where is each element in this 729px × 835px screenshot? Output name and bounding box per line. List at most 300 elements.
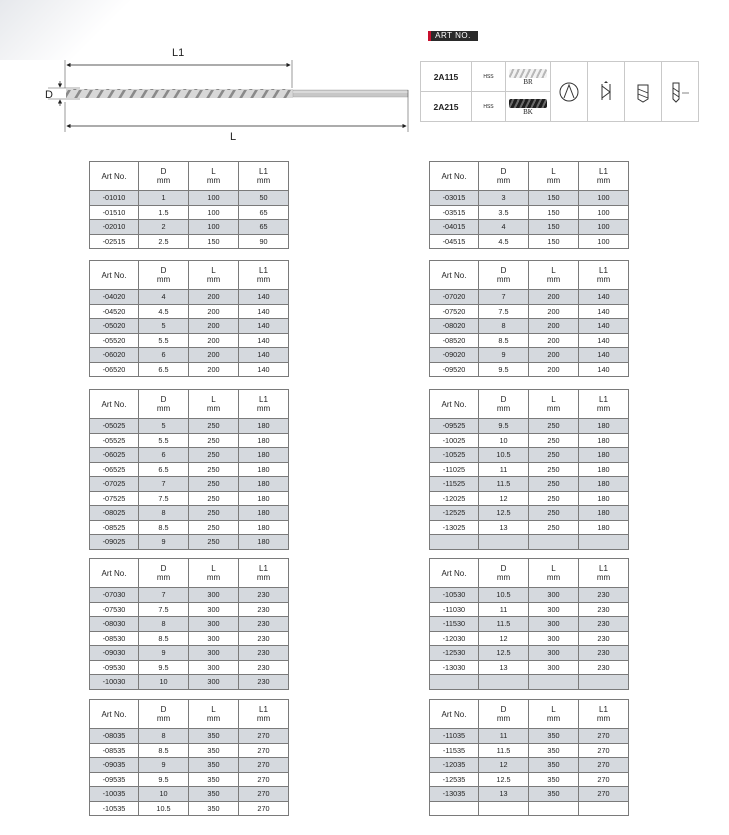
l1-cell: [579, 801, 629, 816]
d-cell: 6: [139, 348, 189, 363]
d-cell: 8.5: [479, 333, 529, 348]
helix-icon: [588, 62, 625, 122]
art-no-cell: -08535: [90, 743, 139, 758]
l1-cell: [579, 675, 629, 690]
table-row: [430, 234, 629, 249]
d-cell: 9.5: [479, 362, 529, 377]
table-header-row: [430, 162, 629, 191]
art-no-cell: -07030: [90, 588, 139, 603]
l-cell: 300: [189, 631, 239, 646]
l-cell: 300: [189, 617, 239, 632]
spec-table-left-5: [89, 699, 289, 816]
d-cell: 13: [479, 660, 529, 675]
art-no-cell: -09520: [430, 362, 479, 377]
l-cell: 150: [189, 234, 239, 249]
drill-flute: [66, 89, 293, 98]
col-l1-header: L1 mm: [579, 559, 629, 588]
l1-cell: 100: [579, 234, 629, 249]
cutting-angle-icon: [662, 62, 699, 122]
art-no-cell: [430, 535, 479, 550]
table-row: [430, 675, 629, 690]
col-l1-header: L1 mm: [239, 390, 289, 419]
table-row: [90, 535, 289, 550]
l1-cell: 230: [239, 675, 289, 690]
col-d-header: D mm: [479, 162, 529, 191]
art-no-cell: -11035: [430, 729, 479, 744]
shank-icon: [625, 62, 662, 122]
art-no-cell: -07025: [90, 477, 139, 492]
art-material: HSS: [472, 92, 506, 122]
d-cell: 11.5: [479, 743, 529, 758]
finish-label: BK: [523, 108, 533, 116]
art-no-cell: -04015: [430, 220, 479, 235]
l1-cell: 230: [239, 646, 289, 661]
l-cell: 250: [189, 477, 239, 492]
art-no-table: [420, 61, 699, 122]
l1-cell: 270: [579, 729, 629, 744]
art-no-cell: -12035: [430, 758, 479, 773]
d-cell: 6.5: [139, 362, 189, 377]
d-cell: 13: [479, 787, 529, 802]
l1-cell: 180: [579, 477, 629, 492]
table-row: [430, 477, 629, 492]
d-cell: 8.5: [139, 743, 189, 758]
table-header-row: [90, 390, 289, 419]
col-l1-header: L1 mm: [579, 162, 629, 191]
d-cell: 9: [139, 758, 189, 773]
l1-cell: 270: [239, 743, 289, 758]
d-cell: 12: [479, 758, 529, 773]
l1-cell: 180: [239, 520, 289, 535]
l-cell: 300: [529, 646, 579, 661]
table-row: [430, 772, 629, 787]
table-row: [90, 675, 289, 690]
d-cell: 11: [479, 602, 529, 617]
art-no-cell: -09535: [90, 772, 139, 787]
l-cell: 250: [189, 419, 239, 434]
col-d-header: D mm: [479, 261, 529, 290]
art-no-cell: -08530: [90, 631, 139, 646]
d-cell: [479, 535, 529, 550]
d-cell: 11: [479, 462, 529, 477]
table-row: [90, 419, 289, 434]
d-cell: 7.5: [479, 304, 529, 319]
table-row: [430, 602, 629, 617]
table-row: [90, 290, 289, 305]
art-no-cell: [430, 675, 479, 690]
art-no-cell: -12030: [430, 631, 479, 646]
table-row: [90, 304, 289, 319]
table-row: [90, 772, 289, 787]
table-row: [430, 660, 629, 675]
table-header-row: [430, 559, 629, 588]
table-row: [90, 758, 289, 773]
l-cell: 300: [529, 602, 579, 617]
table-row: [430, 433, 629, 448]
l-cell: 300: [189, 602, 239, 617]
d-cell: 4: [139, 290, 189, 305]
col-l1-header: L1 mm: [239, 261, 289, 290]
l-cell: 250: [529, 448, 579, 463]
l-cell: 350: [529, 772, 579, 787]
d-cell: 12.5: [479, 772, 529, 787]
table-row: [430, 520, 629, 535]
d-cell: 12.5: [479, 646, 529, 661]
table-row: [90, 319, 289, 334]
table-row: [90, 602, 289, 617]
l-cell: 300: [189, 588, 239, 603]
l-cell: 200: [189, 348, 239, 363]
table-row: [430, 220, 629, 235]
col-d-header: D mm: [479, 559, 529, 588]
spec-table-left-2: [89, 260, 289, 377]
l1-cell: 65: [239, 205, 289, 220]
l-cell: 350: [189, 772, 239, 787]
l1-cell: 180: [239, 535, 289, 550]
l1-cell: 230: [239, 588, 289, 603]
table-row: [430, 191, 629, 206]
l1-cell: 180: [239, 462, 289, 477]
l-cell: 350: [189, 729, 239, 744]
l-label: L: [230, 131, 237, 143]
col-art-no-header: Art No.: [90, 261, 139, 290]
art-no-cell: -10035: [90, 787, 139, 802]
col-d-header: D mm: [139, 162, 189, 191]
l-cell: 200: [189, 333, 239, 348]
col-art-no-header: Art No.: [90, 390, 139, 419]
col-d-header: D mm: [479, 700, 529, 729]
table-row: [90, 520, 289, 535]
art-no-cell: -08025: [90, 506, 139, 521]
table-row: [90, 729, 289, 744]
art-no-cell: -06025: [90, 448, 139, 463]
art-no-cell: -09025: [90, 535, 139, 550]
spec-table-right-4: [429, 558, 629, 690]
d-cell: 11: [479, 729, 529, 744]
table-row: [90, 191, 289, 206]
art-no-cell: -01010: [90, 191, 139, 206]
art-no-cell: -03515: [430, 205, 479, 220]
table-row: [90, 660, 289, 675]
l1-cell: 180: [239, 477, 289, 492]
art-no-cell: -06520: [90, 362, 139, 377]
art-no-cell: -09525: [430, 419, 479, 434]
d-cell: 10.5: [139, 801, 189, 816]
art-no-cell: -09530: [90, 660, 139, 675]
d-cell: 7.5: [139, 491, 189, 506]
l1-cell: 230: [579, 646, 629, 661]
col-art-no-header: Art No.: [430, 162, 479, 191]
art-no-cell: -12025: [430, 491, 479, 506]
table-row: [430, 462, 629, 477]
l1-cell: 65: [239, 220, 289, 235]
table-row: [430, 617, 629, 632]
l1-cell: 140: [239, 333, 289, 348]
spec-table-left-3: [89, 389, 289, 550]
d-cell: 8: [139, 506, 189, 521]
table-row: [90, 433, 289, 448]
d-cell: 7: [139, 477, 189, 492]
l1-cell: 140: [579, 319, 629, 334]
d-cell: 8.5: [139, 631, 189, 646]
l-cell: [529, 675, 579, 690]
d-cell: 8: [479, 319, 529, 334]
art-no-cell: -10030: [90, 675, 139, 690]
d-cell: 9: [479, 348, 529, 363]
col-l-header: L mm: [189, 390, 239, 419]
art-no-cell: -08020: [430, 319, 479, 334]
d-cell: 4.5: [139, 304, 189, 319]
finish-label: BR: [523, 78, 533, 86]
art-no-cell: -07520: [430, 304, 479, 319]
art-no-cell: -10025: [430, 433, 479, 448]
table-row: [90, 462, 289, 477]
col-d-header: D mm: [479, 390, 529, 419]
l-cell: 250: [189, 506, 239, 521]
art-no-cell: -03015: [430, 191, 479, 206]
art-no-cell: -12535: [430, 772, 479, 787]
l1-cell: 270: [579, 772, 629, 787]
d-cell: 9.5: [479, 419, 529, 434]
l1-cell: 180: [239, 433, 289, 448]
art-no-badge: ART NO.: [428, 31, 478, 41]
l-cell: 300: [529, 588, 579, 603]
table-row: [430, 304, 629, 319]
col-d-header: D mm: [139, 559, 189, 588]
art-no-cell: -05020: [90, 319, 139, 334]
l-cell: 350: [529, 729, 579, 744]
table-row: [90, 234, 289, 249]
drill-bright-image: [506, 62, 551, 92]
col-l-header: L mm: [529, 162, 579, 191]
art-no-cell: -08520: [430, 333, 479, 348]
l-cell: 250: [529, 520, 579, 535]
l1-cell: 230: [579, 617, 629, 632]
l-cell: 350: [529, 758, 579, 773]
l-cell: 150: [529, 191, 579, 206]
l-cell: 350: [189, 787, 239, 802]
l1-cell: 180: [579, 520, 629, 535]
l1-cell: 230: [239, 602, 289, 617]
l-cell: 250: [189, 535, 239, 550]
art-no-cell: -13035: [430, 787, 479, 802]
l1-cell: 180: [239, 448, 289, 463]
l-cell: 300: [529, 617, 579, 632]
l1-cell: 230: [579, 588, 629, 603]
art-no-cell: -13025: [430, 520, 479, 535]
l-cell: 250: [529, 506, 579, 521]
art-no-cell: -08030: [90, 617, 139, 632]
d-cell: 5.5: [139, 333, 189, 348]
l-cell: 200: [529, 362, 579, 377]
d-cell: 7: [139, 588, 189, 603]
l-cell: 200: [529, 290, 579, 305]
l1-cell: 270: [239, 758, 289, 773]
l-cell: 350: [189, 758, 239, 773]
l-cell: 200: [529, 319, 579, 334]
l-cell: 300: [189, 646, 239, 661]
col-art-no-header: Art No.: [430, 559, 479, 588]
d-cell: 5: [139, 319, 189, 334]
d-cell: 10: [139, 787, 189, 802]
d-cell: 8: [139, 617, 189, 632]
drill-black-image: [506, 92, 551, 122]
l1-cell: 230: [579, 631, 629, 646]
art-no-cell: -10535: [90, 801, 139, 816]
d-cell: 7.5: [139, 602, 189, 617]
d-cell: 12: [479, 491, 529, 506]
l1-cell: 90: [239, 234, 289, 249]
col-l1-header: L1 mm: [579, 390, 629, 419]
table-header-row: [430, 700, 629, 729]
art-no-cell: -09035: [90, 758, 139, 773]
d-cell: 9.5: [139, 660, 189, 675]
col-art-no-header: Art No.: [90, 700, 139, 729]
col-l-header: L mm: [529, 390, 579, 419]
table-header-row: [90, 162, 289, 191]
l1-cell: 230: [579, 660, 629, 675]
d-cell: 9: [139, 535, 189, 550]
art-no-cell: -12530: [430, 646, 479, 661]
table-row: [430, 729, 629, 744]
l-cell: 300: [529, 660, 579, 675]
col-art-no-header: Art No.: [430, 390, 479, 419]
l1-cell: 180: [579, 491, 629, 506]
d-cell: 11.5: [479, 617, 529, 632]
d-cell: [479, 675, 529, 690]
d-cell: 3.5: [479, 205, 529, 220]
spec-table-left-4: [89, 558, 289, 690]
l1-cell: 270: [579, 787, 629, 802]
spec-table-right-5: [429, 699, 629, 816]
l1-label: L1: [172, 47, 185, 59]
d-cell: 12.5: [479, 506, 529, 521]
art-no-cell: -10530: [430, 588, 479, 603]
l-cell: [529, 801, 579, 816]
d-cell: 2: [139, 220, 189, 235]
art-no-cell: -11025: [430, 462, 479, 477]
col-art-no-header: Art No.: [90, 162, 139, 191]
table-row: [430, 758, 629, 773]
col-l-header: L mm: [529, 700, 579, 729]
art-material: HSS: [472, 62, 506, 92]
l1-cell: 180: [579, 448, 629, 463]
table-row: [430, 348, 629, 363]
table-row: [90, 588, 289, 603]
d-cell: 12: [479, 631, 529, 646]
art-code: 2A115: [421, 62, 472, 92]
d-cell: 3: [479, 191, 529, 206]
art-no-cell: -08035: [90, 729, 139, 744]
l1-cell: 230: [239, 617, 289, 632]
col-l-header: L mm: [189, 700, 239, 729]
d-cell: 10: [479, 433, 529, 448]
l-cell: 250: [189, 448, 239, 463]
art-no-cell: -06020: [90, 348, 139, 363]
l1-cell: 140: [239, 319, 289, 334]
table-row: [90, 477, 289, 492]
art-no-cell: [430, 801, 479, 816]
l1-cell: 140: [579, 304, 629, 319]
l-cell: 100: [189, 191, 239, 206]
l1-cell: 270: [239, 787, 289, 802]
table-row: [430, 743, 629, 758]
art-no-cell: -12525: [430, 506, 479, 521]
l1-cell: 140: [239, 362, 289, 377]
table-row: [90, 646, 289, 661]
d-cell: 6.5: [139, 462, 189, 477]
l-cell: 250: [189, 520, 239, 535]
spec-table-right-2: [429, 260, 629, 377]
table-row: [90, 743, 289, 758]
l1-cell: 230: [239, 660, 289, 675]
col-art-no-header: Art No.: [90, 559, 139, 588]
art-no-cell: -06525: [90, 462, 139, 477]
l1-cell: 270: [579, 743, 629, 758]
l-cell: 250: [529, 462, 579, 477]
l1-cell: 270: [239, 801, 289, 816]
l-cell: 200: [189, 304, 239, 319]
table-row: [90, 362, 289, 377]
l1-cell: 100: [579, 205, 629, 220]
art-no-cell: -08525: [90, 520, 139, 535]
art-no-cell: -02010: [90, 220, 139, 235]
table-header-row: [430, 261, 629, 290]
table-row: [90, 333, 289, 348]
d-cell: 2.5: [139, 234, 189, 249]
table-row: [90, 506, 289, 521]
table-row: [90, 491, 289, 506]
col-l1-header: L1 mm: [239, 700, 289, 729]
table-row: [90, 448, 289, 463]
d-cell: 5: [139, 419, 189, 434]
table-row: [430, 319, 629, 334]
table-header-row: [90, 261, 289, 290]
l-cell: [529, 535, 579, 550]
col-art-no-header: Art No.: [430, 700, 479, 729]
table-row: [430, 290, 629, 305]
drill-drawing: [40, 40, 420, 150]
l1-cell: 140: [239, 348, 289, 363]
table-row: [430, 419, 629, 434]
col-d-header: D mm: [139, 390, 189, 419]
table-row: [430, 787, 629, 802]
table-header-row: [430, 390, 629, 419]
l-cell: 250: [189, 462, 239, 477]
art-row: [421, 62, 699, 92]
art-no-cell: -11530: [430, 617, 479, 632]
col-l1-header: L1 mm: [239, 162, 289, 191]
d-cell: 10: [139, 675, 189, 690]
art-no-cell: -11030: [430, 602, 479, 617]
spec-table-right-3: [429, 389, 629, 550]
table-row: [90, 801, 289, 816]
l-cell: 200: [189, 290, 239, 305]
l1-cell: 140: [579, 348, 629, 363]
col-l1-header: L1 mm: [579, 700, 629, 729]
art-no-cell: -11525: [430, 477, 479, 492]
table-header-row: [90, 700, 289, 729]
drill-shank: [293, 90, 408, 97]
d-cell: 6: [139, 448, 189, 463]
l-cell: 100: [189, 220, 239, 235]
l1-cell: 140: [239, 304, 289, 319]
art-no-cell: -04020: [90, 290, 139, 305]
art-no-cell: -10525: [430, 448, 479, 463]
table-row: [430, 631, 629, 646]
col-l-header: L mm: [189, 559, 239, 588]
col-l-header: L mm: [529, 261, 579, 290]
